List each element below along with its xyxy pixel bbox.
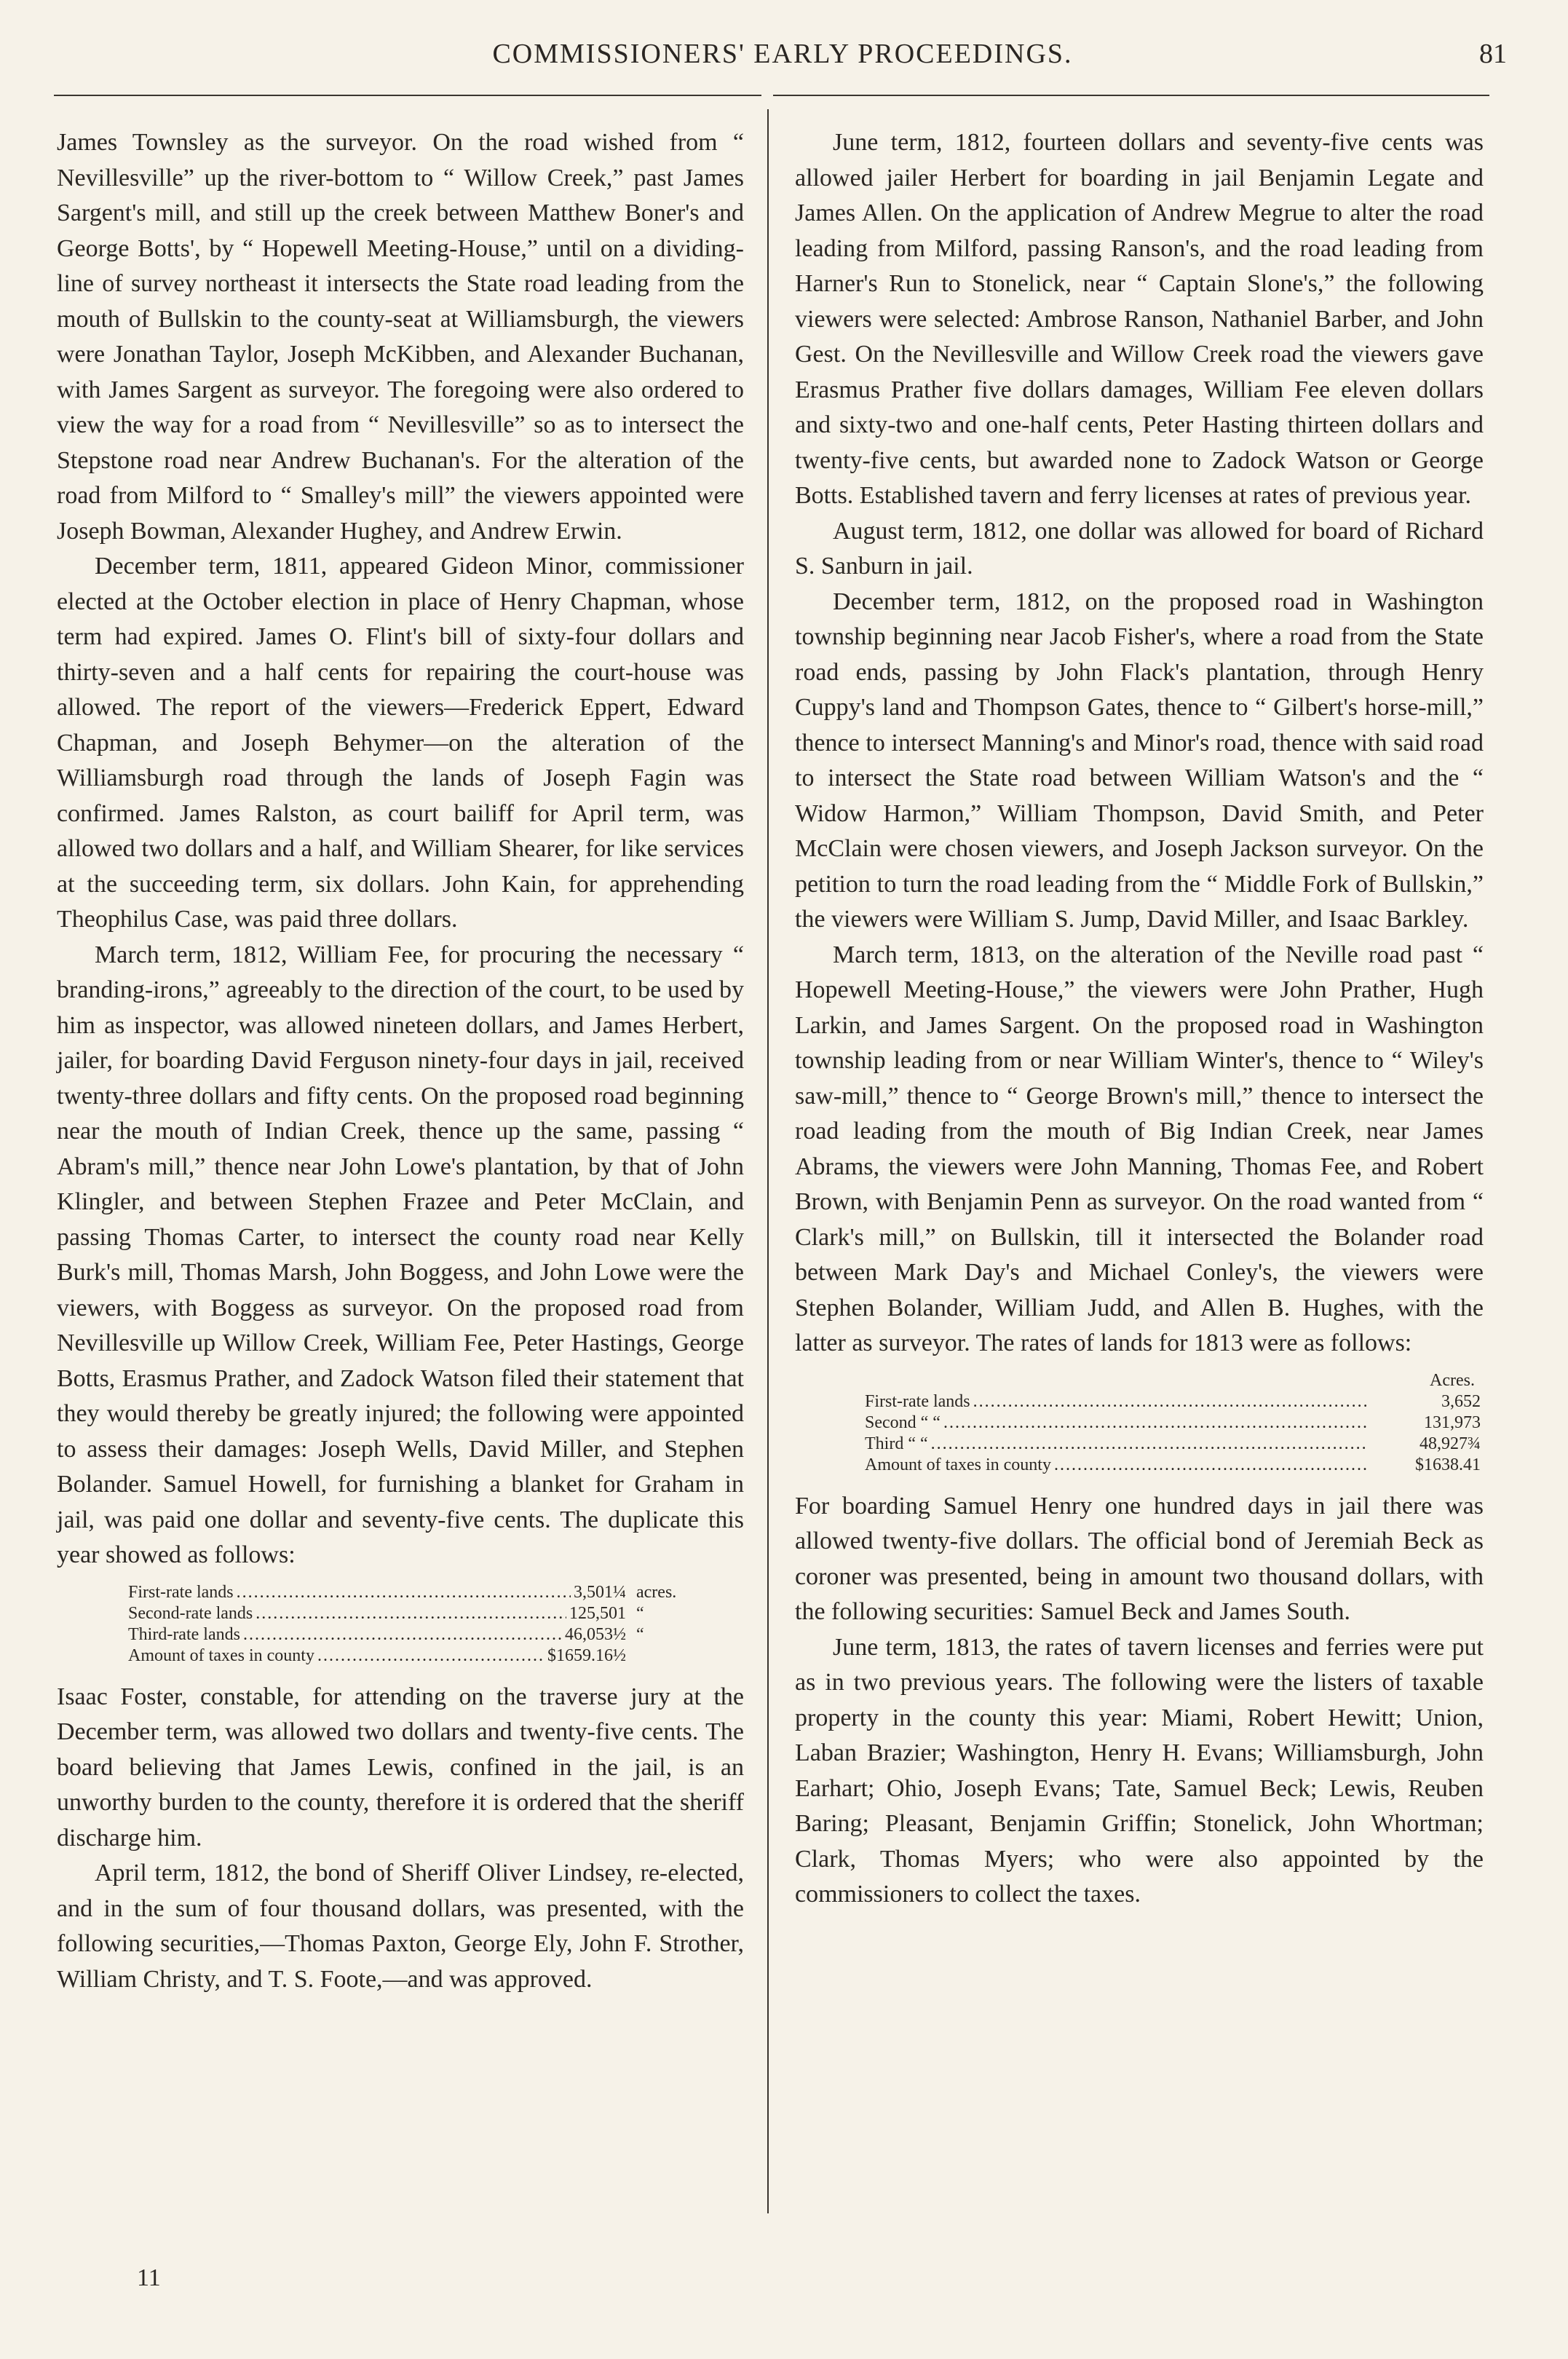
paragraph: December term, 1811, appeared Gideon Minor, commissioner elected at the October election in place of Henry Chapman, whose term had expired. James O. Flint's bill of sixty-four dollars and thirty-seven and a half cents for repairing the court-house was allowed. The report of the viewers—Frederick Eppert, Edward Chapman, and Joseph Behymer—on the alteration of the Williamsburgh road through the lands of Joseph Fagin was confirmed. James Ralston, as court bailiff for April term, was allowed two dollars and a half, and William Shearer, for like services at the succeeding term, six dollars. John Kain, for apprehending Theophilus Case, was paid three dollars. — [57, 553, 744, 933]
rates-row — [865, 1391, 1481, 1412]
right-column — [795, 125, 1484, 1913]
rates-row — [128, 1603, 703, 1624]
paragraph: December term, 1812, on the proposed road in Washington township beginning near Jacob Fisher's, where a road from the State road ends, passing by John Flack's plantation, through Henry Cuppy's land and Thompson Gates, thence to “ Gilbert's horse-mill,” thence to intersect Manning's and Minor's road, thence with said road to intersect the State road between William Watson's and the “ Widow Harmon,” William Thompson, David Smith, and Peter McClain were chosen viewers, and Joseph Jackson surveyor. On the petition to turn the road leading from the “ Middle Fork of Bullskin,” the viewers were William S. Jump, David Miller, and Isaac Barkley. — [795, 588, 1484, 933]
paragraph: August term, 1812, one dollar was allowed for board of Richard S. Sanburn in jail. — [795, 517, 1484, 580]
rates-label: Second “ “ — [865, 1412, 941, 1432]
column-divider — [767, 109, 769, 2213]
rates-value: 46,053½ — [565, 1624, 626, 1644]
paragraph: June term, 1812, fourteen dollars and seventy-five cents was allowed jailer Herbert for boarding in jail Benjamin Legate and James Allen. On the application of Andrew Megrue to alter the road leading from Milford, passing Ranson's, and the road leading from Harner's Run to Stonelick, near “ Captain Slone's,” the following viewers were selected: Ambrose Ranson, Nathaniel Barber, and John Gest. On the Nevillesville and Willow Creek road the viewers gave Erasmus Prather five dollars damages, William Fee eleven dollars and sixty-two and one-half cents, Peter Hasting thirteen dollars and twenty-five cents, but awarded none to Zadock Watson or George Botts. Established tavern and ferry licenses at rates of previous year. — [795, 129, 1484, 509]
paragraph: June term, 1813, the rates of tavern licenses and ferries were put as in two previous years. The following were the listers of taxable property in the county this year: Miami, Robert Hewitt; Union, Laban Brazier; Washington, Henry H. Evans; Williamsburgh, John Earhart; Ohio, Joseph Evans; Tate, Samuel Beck; Lewis, Reuben Baring; Pleasant, Benjamin Griffin; Stonelick, John Whortman; Clark, Thomas Myers; who were also appointed by the commissioners to collect the taxes. — [795, 1633, 1484, 1908]
page-number: 81 — [1479, 39, 1507, 69]
header-rule-left — [54, 95, 761, 96]
rates-label: Third “ “ — [865, 1434, 928, 1453]
rates-unit: acres. — [636, 1582, 677, 1602]
rates-label: First-rate lands — [128, 1582, 234, 1602]
rates-table-1813 — [865, 1370, 1481, 1476]
rates-header: Acres. — [1430, 1370, 1475, 1390]
rates-label: Amount of taxes in county — [128, 1645, 314, 1665]
page-header — [58, 38, 1507, 82]
left-column — [57, 125, 744, 1997]
rates-value: 3,652 — [1441, 1391, 1481, 1411]
rates-value: 48,927¾ — [1419, 1434, 1481, 1453]
paragraph: March term, 1813, on the alteration of the Neville road past “ Hopewell Meeting-House,” the viewers were John Prather, Hugh Larkin, and James Sargent. On the proposed road in Washington township leading from or near William Winter's, thence to “ Wiley's saw-mill,” thence to “ George Brown's mill,” thence to intersect the road leading from the mouth of Big Indian Creek, near James Abrams, the viewers were John Manning, Thomas Fee, and Robert Brown, with Benjamin Penn as surveyor. On the road wanted from “ Clark's mill,” on Bullskin, till it intersected the Bolander road between Mark Day's and Michael Conley's, the viewers were Stephen Bolander, William Judd, and Allen B. Hughes, with the latter as surveyor. The rates of lands for 1813 were as follows: — [795, 941, 1484, 1356]
signature-mark: 11 — [137, 2264, 161, 2291]
rates-value: 3,501¼ — [574, 1582, 626, 1602]
paragraph: For boarding Samuel Henry one hundred days in jail there was allowed twenty-five dollars. The official bond of Jeremiah Beck as coroner was presented, being in amount two thousand dollars, with the following securities: Samuel Beck and James South. — [795, 1492, 1484, 1625]
rates-label: Second-rate lands — [128, 1603, 253, 1623]
rates-row — [865, 1434, 1481, 1455]
paragraph: James Townsley as the surveyor. On the road wished from “ Nevillesville” up the river-bottom to “ Willow Creek,” past James Sargent's mill, and still up the creek between Matthew Boner's and George Botts', by “ Hopewell Meeting-House,” until on a dividing-line of survey northeast it intersects the State road leading from the mouth of Bullskin to the county-seat at Williamsburgh, the viewers were Jonathan Taylor, Joseph McKibben, and Alexander Buchanan, with James Sargent as surveyor. The foregoing were also ordered to view the way for a road from “ Nevillesville” so as to intersect the Stepstone road near Andrew Buchanan's. For the alteration of the road from Milford to “ Smalley's mill” the viewers appointed were Joseph Bowman, Alexander Hughey, and Andrew Erwin. — [57, 129, 744, 545]
rates-value: $1638.41 — [1415, 1455, 1481, 1474]
rates-unit: “ — [636, 1624, 644, 1644]
rates-value: 131,973 — [1424, 1412, 1481, 1432]
rates-value: $1659.16½ — [547, 1645, 626, 1665]
rates-label: First-rate lands — [865, 1391, 970, 1411]
rates-unit: “ — [636, 1603, 644, 1623]
header-rule-right — [773, 95, 1489, 96]
rates-row — [128, 1582, 703, 1603]
rates-value: 125,501 — [569, 1603, 626, 1623]
paragraph: Isaac Foster, constable, for attending on the traverse jury at the December term, was allowed two dollars and twenty-five cents. The board believing that James Lewis, confined in the jail, is an unworthy burden to the county, therefore it is ordered that the sheriff discharge him. — [57, 1683, 744, 1852]
rates-table-1812 — [128, 1582, 703, 1667]
paragraph: April term, 1812, the bond of Sheriff Oliver Lindsey, re-elected, and in the sum of four thousand dollars, was presented, with the following securities,—Thomas Paxton, George Ely, John F. Strother, William Christy, and T. S. Foote,—and was approved. — [57, 1860, 744, 1993]
rates-row — [865, 1412, 1481, 1434]
rates-label: Third-rate lands — [128, 1624, 240, 1644]
rates-row — [128, 1624, 703, 1645]
running-head: COMMISSIONERS' EARLY PROCEEDINGS. — [492, 39, 1073, 69]
rates-row — [865, 1455, 1481, 1476]
paragraph: March term, 1812, William Fee, for procuring the necessary “ branding-irons,” agreeably to the direction of the court, to be used by him as inspector, was allowed nineteen dollars, and James Herbert, jailer, for boarding David Ferguson ninety-four days in jail, received twenty-three dollars and fifty cents. On the proposed road beginning near the mouth of Indian Creek, thence up the same, passing “ Abram's mill,” thence near John Lowe's plantation, by that of John Klingler, and between Stephen Frazee and Peter McClain, and passing Thomas Carter, to intersect the county road near Kelly Burk's mill, Thomas Marsh, John Boggess, and John Lowe were the viewers, with Boggess as surveyor. On the proposed road from Nevillesville up Willow Creek, William Fee, Peter Hastings, George Botts, Erasmus Prather, and Zadock Watson filed their statement that they would thereby be greatly injured; the following were appointed to assess their damages: Joseph Wells, David Miller, and Stephen Bolander. Samuel Howell, for furnishing a blanket for Graham in jail, was paid one dollar and seventy-five cents. The duplicate this year showed as follows: — [57, 941, 744, 1568]
rates-label: Amount of taxes in county — [865, 1455, 1051, 1474]
rates-row — [128, 1645, 703, 1667]
